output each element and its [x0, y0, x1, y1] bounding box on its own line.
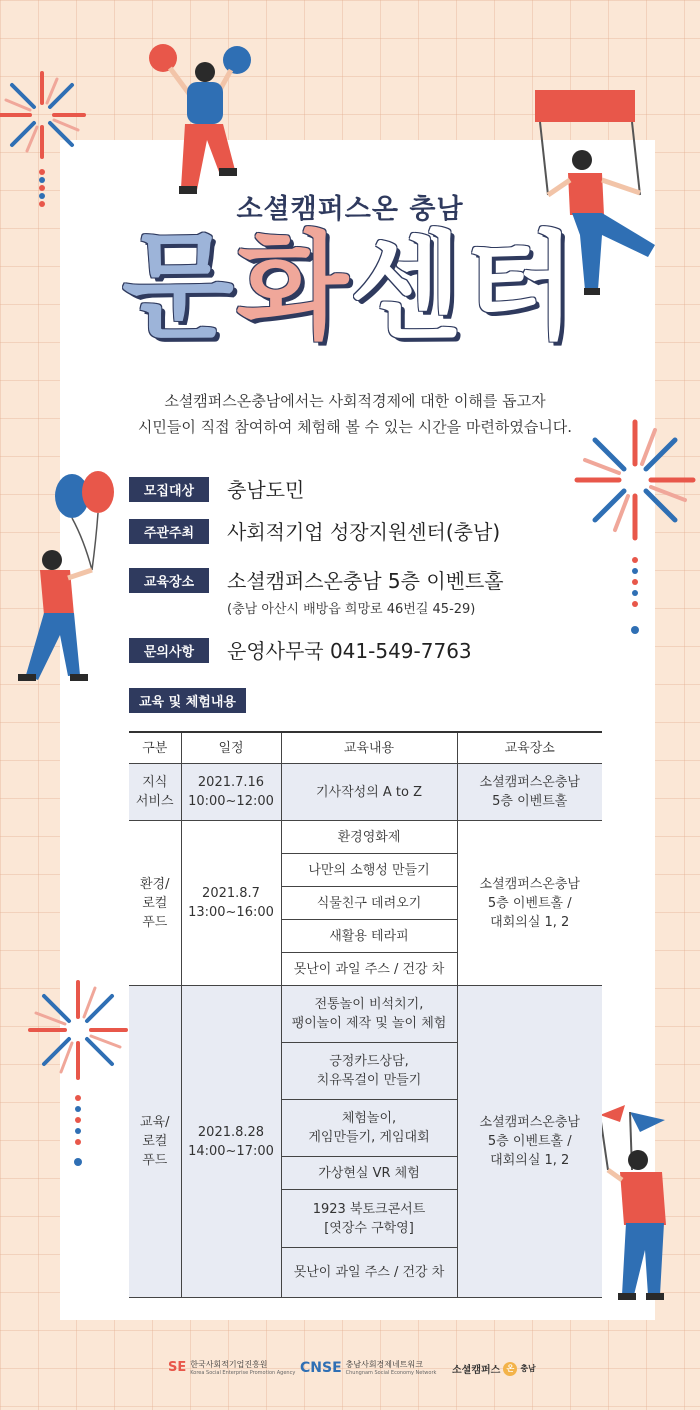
balloon-girl-illustration	[10, 470, 120, 700]
content-cell: 1923 북토크콘서트 [엿장수 구학영]	[281, 1190, 457, 1248]
info-row-target	[129, 474, 304, 503]
schedule-section-label: 교육 및 체험내용	[129, 688, 246, 713]
cnse-logo: CNSE 충남사회경제네트워크 Chungnam Social Economy Network	[300, 1359, 437, 1376]
page-title	[0, 218, 700, 358]
table-row	[129, 986, 602, 1043]
title-char-1: 문	[121, 220, 236, 355]
firework-right-icon	[560, 410, 700, 650]
content-cell: 기사작성의 A to Z	[281, 764, 457, 821]
content-cell: 식물친구 데려오기	[281, 887, 457, 920]
column-header: 교육장소	[457, 732, 602, 764]
social-campus-logo-icon: 온	[503, 1362, 517, 1376]
column-header: 일정	[181, 732, 281, 764]
firework-bottom-left-icon	[10, 970, 130, 1180]
date-cell: 2021.7.16 10:00~12:00	[181, 764, 281, 821]
content-cell: 체험놀이, 게임만들기, 게임대회	[281, 1100, 457, 1157]
title-char-3: 센	[350, 220, 465, 355]
info-label-contact: 문의사항	[129, 638, 209, 663]
info-row-host	[129, 516, 500, 545]
content-cell: 못난이 과일 주스 / 건강 차	[281, 1248, 457, 1298]
content-cell: 가상현실 VR 체험	[281, 1157, 457, 1190]
column-header: 교육내용	[281, 732, 457, 764]
title-char-2: 화	[235, 220, 350, 355]
info-value-contact: 운영사무국 041-549-7763	[227, 639, 472, 663]
info-value-host: 사회적기업 성장지원센터(충남)	[227, 520, 501, 544]
date-cell: 2021.8.28 14:00~17:00	[181, 986, 281, 1298]
content-cell: 환경영화제	[281, 821, 457, 854]
content-cell: 전통놀이 비석치기, 팽이놀이 제작 및 놀이 체험	[281, 986, 457, 1043]
category-cell: 지식 서비스	[129, 764, 181, 821]
category-cell: 교육/ 로컬 푸드	[129, 986, 181, 1298]
footer	[0, 1355, 700, 1385]
intro-line-1: 소셜캠퍼스온충남에서는 사회적경제에 대한 이해를 돕고자	[164, 392, 546, 410]
content-cell: 나만의 소행성 만들기	[281, 854, 457, 887]
info-row-venue	[129, 565, 504, 617]
content-cell: 못난이 과일 주스 / 건강 차	[281, 953, 457, 986]
info-label-venue: 교육장소	[129, 568, 209, 593]
table-row	[129, 764, 602, 821]
schedule-table	[129, 731, 602, 1298]
info-value-venue: 소셜캠퍼스온충남 5층 이벤트홀	[227, 569, 504, 593]
cnse-logo-icon: CNSE	[300, 1359, 342, 1376]
info-venue-address: (충남 아산시 배방읍 희망로 46번길 45-29)	[227, 602, 476, 617]
title-char-4: 터	[464, 220, 579, 355]
intro-text	[130, 388, 580, 440]
kosea-logo: SE 한국사회적기업진흥원 Korea Social Enterprise Promotion Agency	[168, 1360, 296, 1376]
info-label-target: 모집대상	[129, 477, 209, 502]
kosea-logo-icon: SE	[168, 1360, 187, 1375]
info-label-host: 주관주최	[129, 519, 209, 544]
column-header: 구분	[129, 732, 181, 764]
subtitle: 소셜캠퍼스온 충남	[236, 194, 464, 225]
cheerleader-illustration	[145, 40, 265, 210]
intro-line-2: 시민들이 직접 참여하여 체험해 볼 수 있는 시간을 마련하였습니다.	[137, 418, 573, 436]
place-cell: 소셜캠퍼스온충남 5층 이벤트홀 / 대회의실 1, 2	[457, 986, 602, 1298]
social-campus-logo: 소셜캠퍼스 온 충남	[452, 1363, 536, 1376]
place-cell: 소셜캠퍼스온충남 5층 이벤트홀	[457, 764, 602, 821]
content-cell: 긍정카드상담, 치유목걸이 만들기	[281, 1043, 457, 1100]
table-header-row	[129, 732, 602, 764]
table-row	[129, 821, 602, 854]
category-cell: 환경/ 로컬 푸드	[129, 821, 181, 986]
info-value-target: 충남도민	[227, 478, 305, 502]
flag-waver-illustration	[590, 1100, 700, 1310]
place-cell: 소셜캠퍼스온충남 5층 이벤트홀 / 대회의실 1, 2	[457, 821, 602, 986]
date-cell: 2021.8.7 13:00~16:00	[181, 821, 281, 986]
content-cell: 새활용 테라피	[281, 920, 457, 953]
info-row-contact	[129, 635, 472, 664]
